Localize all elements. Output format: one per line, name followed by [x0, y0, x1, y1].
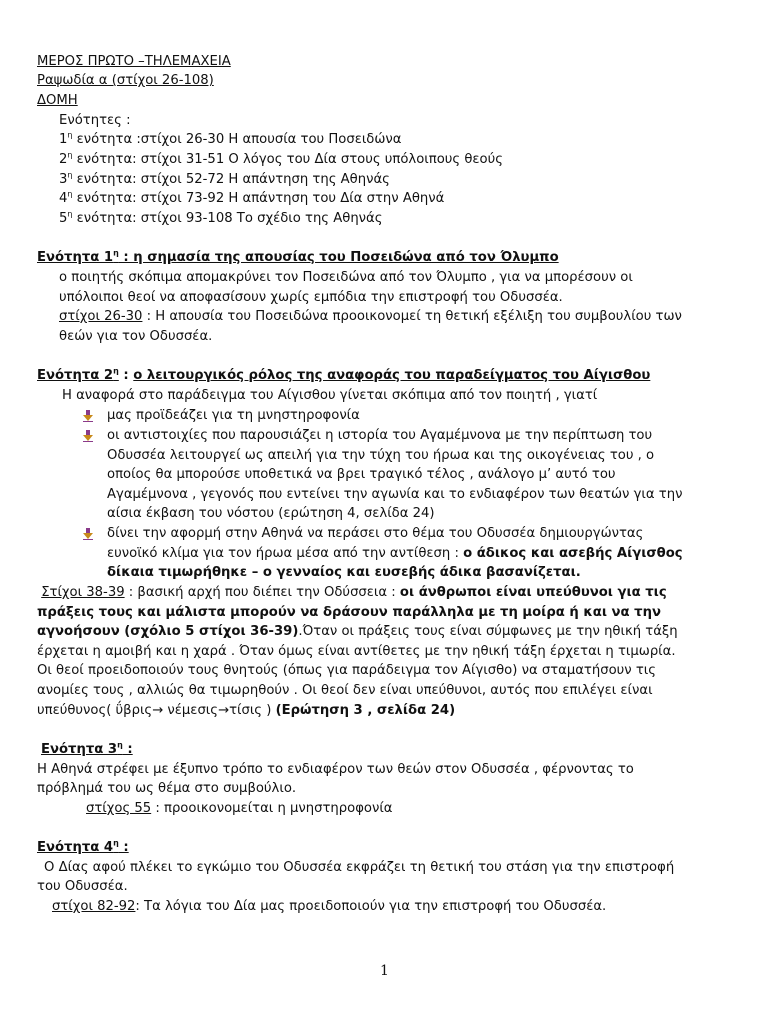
verses-text: ανομίες τους , αλλιώς θα τιμωρηθούν . Οι θεοί δεν είναι υπεύθυνοι, αυτός που επιλέγει είναι — [37, 683, 653, 698]
verses-text: έρχεται η αμοιβή και η χαρά . Όταν όμως είναι αντίθετες με την ηθική τάξη έρχεται η τιμωρία. — [37, 644, 676, 659]
bullet-text: οι αντιστοιχίες που παρουσιάζει η ιστορία του Αγαμέμνονα με την περίπτωση του — [107, 428, 653, 443]
unit2-intro: Η αναφορά στο παράδειγμα του Αίγισθου γίνεται σκόπιμα από τον ποιητή , γιατί — [62, 388, 598, 403]
bullet-text: Οδυσσέα λειτουργεί ως απειλή για την τύχη του ήρωα και της οικογένειας του , ο — [107, 448, 655, 463]
page-number: 1 — [380, 963, 389, 979]
unit4-heading: Ενότητα $4^\eta$ : — [37, 838, 129, 855]
arrow-bullet-icon — [83, 430, 93, 442]
verses-text: Στίχοι 38-39 : βασική αρχή που διέπει την Οδύσσεια : οι άνθρωποι είναι υπεύθυνοι για τις — [41, 585, 667, 600]
arrow-right-icon: → — [218, 703, 230, 718]
verses-text: Οι θεοί προειδοποιούν τους θνητούς (όπως για παράδειγμα τον Αίγισθο) να σταματήσουν τις — [37, 663, 656, 678]
bullet-text: οποίος θα μπορούσε υποθετικά να βρει τραγικό τέλος , ανάλογο μ’ αυτό του — [107, 467, 616, 482]
rhapsody-title: Ραψωδία α (στίχοι 26-108) — [37, 73, 214, 88]
unit2-heading: Ενότητα $2^\eta$ : ο λειτουργικός ρόλος της αναφοράς του παραδείγματος του Αίγισθου — [37, 366, 651, 383]
unit3-heading: Ενότητα $3^\eta$ : — [41, 740, 133, 757]
unit1-text: υπόλοιποι θεοί να αποφασίσουν χωρίς εμπόδια την επιστροφή του Οδυσσέα. — [59, 290, 563, 305]
unit-list-item: $3^\eta$ ενότητα: στίχοι 52-72 Η απάντηση της Αθηνάς — [59, 170, 390, 187]
unit-list-item: $2^\eta$ ενότητα: στίχοι 31-51 Ο λόγος του Δία στους υπόλοιπους θεούς — [59, 150, 503, 167]
bullet-text: αίσια έκβαση του νόστου (ερώτηση 4, σελίδα 24) — [107, 506, 435, 521]
verses-text: υπεύθυνος( ΰβρις→ νέμεσις→τίσις ) (Ερώτηση 3 , σελίδα 24) — [37, 703, 456, 718]
unit1-text: ο ποιητής σκόπιμα απομακρύνει τον Ποσειδώνα από τον Όλυμπο , για να μπορέσουν οι — [59, 270, 633, 285]
unit-list-item: $5^\eta$ ενότητα: στίχοι 93-108 Το σχέδιο της Αθηνάς — [59, 209, 383, 226]
structure-title: ΔΟΜΗ — [37, 93, 78, 108]
unit1-text: στίχοι 26-30 : Η απουσία του Ποσειδώνα προοικονομεί τη θετική εξέλιξη του συμβουλίου των — [59, 309, 682, 324]
bullet-text: μας προϊδεάζει για τη μνηστηροφονία — [107, 408, 360, 423]
unit-list-item: $4^\eta$ ενότητα: στίχοι 73-92 Η απάντηση του Δία στην Αθηνά — [59, 189, 445, 206]
unit3-text: Η Αθηνά στρέφει με έξυπνο τρόπο το ενδιαφέρον των θεών στον Οδυσσέα , φέρνοντας το — [37, 762, 634, 777]
arrow-bullet-icon — [83, 528, 93, 540]
bullet-text: ευνοϊκό κλίμα για τον ήρωα μέσα από την αντίθεση : ο άδικος και ασεβής Αίγισθος — [107, 546, 683, 561]
unit-list-item: $1^\eta$ ενότητα :στίχοι 26-30 Η απουσία του Ποσειδώνα — [59, 130, 402, 147]
arrow-right-icon: → — [152, 703, 164, 718]
bullet-text: Αγαμέμνονα , γεγονός που εντείνει την αγωνία και το ενδιαφέρον των θεατών για την — [107, 487, 683, 502]
bullet-text: δίνει την αφορμή στην Αθηνά να περάσει στο θέμα του Οδυσσέα δημιουργώντας — [107, 526, 644, 541]
unit1-heading: Ενότητα $1^\eta$ : η σημασία της απουσίας του Ποσειδώνα από τον Όλυμπο — [37, 248, 559, 265]
bullet-text: δίκαια τιμωρήθηκε – ο γενναίος και ευσεβής άδικα βασανίζεται. — [107, 565, 581, 580]
unit3-text: στίχος 55 : προοικονομείται η μνηστηροφονία — [86, 801, 393, 816]
verses-text: πράξεις τους και μάλιστα μπορούν να δράσουν παράλληλα με τη μοίρα ή και να την — [37, 605, 661, 620]
units-label: Ενότητες : — [59, 113, 131, 128]
unit3-text: πρόβλημά του ως θέμα στο συμβούλιο. — [37, 781, 297, 796]
unit1-text: θεών για τον Οδυσσέα. — [59, 329, 213, 344]
unit4-text: του Οδυσσέα. — [37, 879, 128, 894]
verses-text: αγνοήσουν (σχόλιο 5 στίχοι 36-39).Όταν οι πράξεις τους είναι σύμφωνες με την ηθική τάξη — [37, 624, 678, 639]
arrow-bullet-icon — [83, 410, 93, 422]
unit4-text: Ο Δίας αφού πλέκει το εγκώμιο του Οδυσσέα εκφράζει τη θετική του στάση για την επιστροφή — [44, 860, 675, 875]
part-title: ΜΕΡΟΣ ΠΡΩΤΟ –ΤΗΛΕΜΑΧΕΙΑ — [37, 54, 231, 69]
unit4-text: στίχοι 82-92: Τα λόγια του Δία μας προειδοποιούν για την επιστροφή του Οδυσσέα. — [52, 899, 607, 914]
